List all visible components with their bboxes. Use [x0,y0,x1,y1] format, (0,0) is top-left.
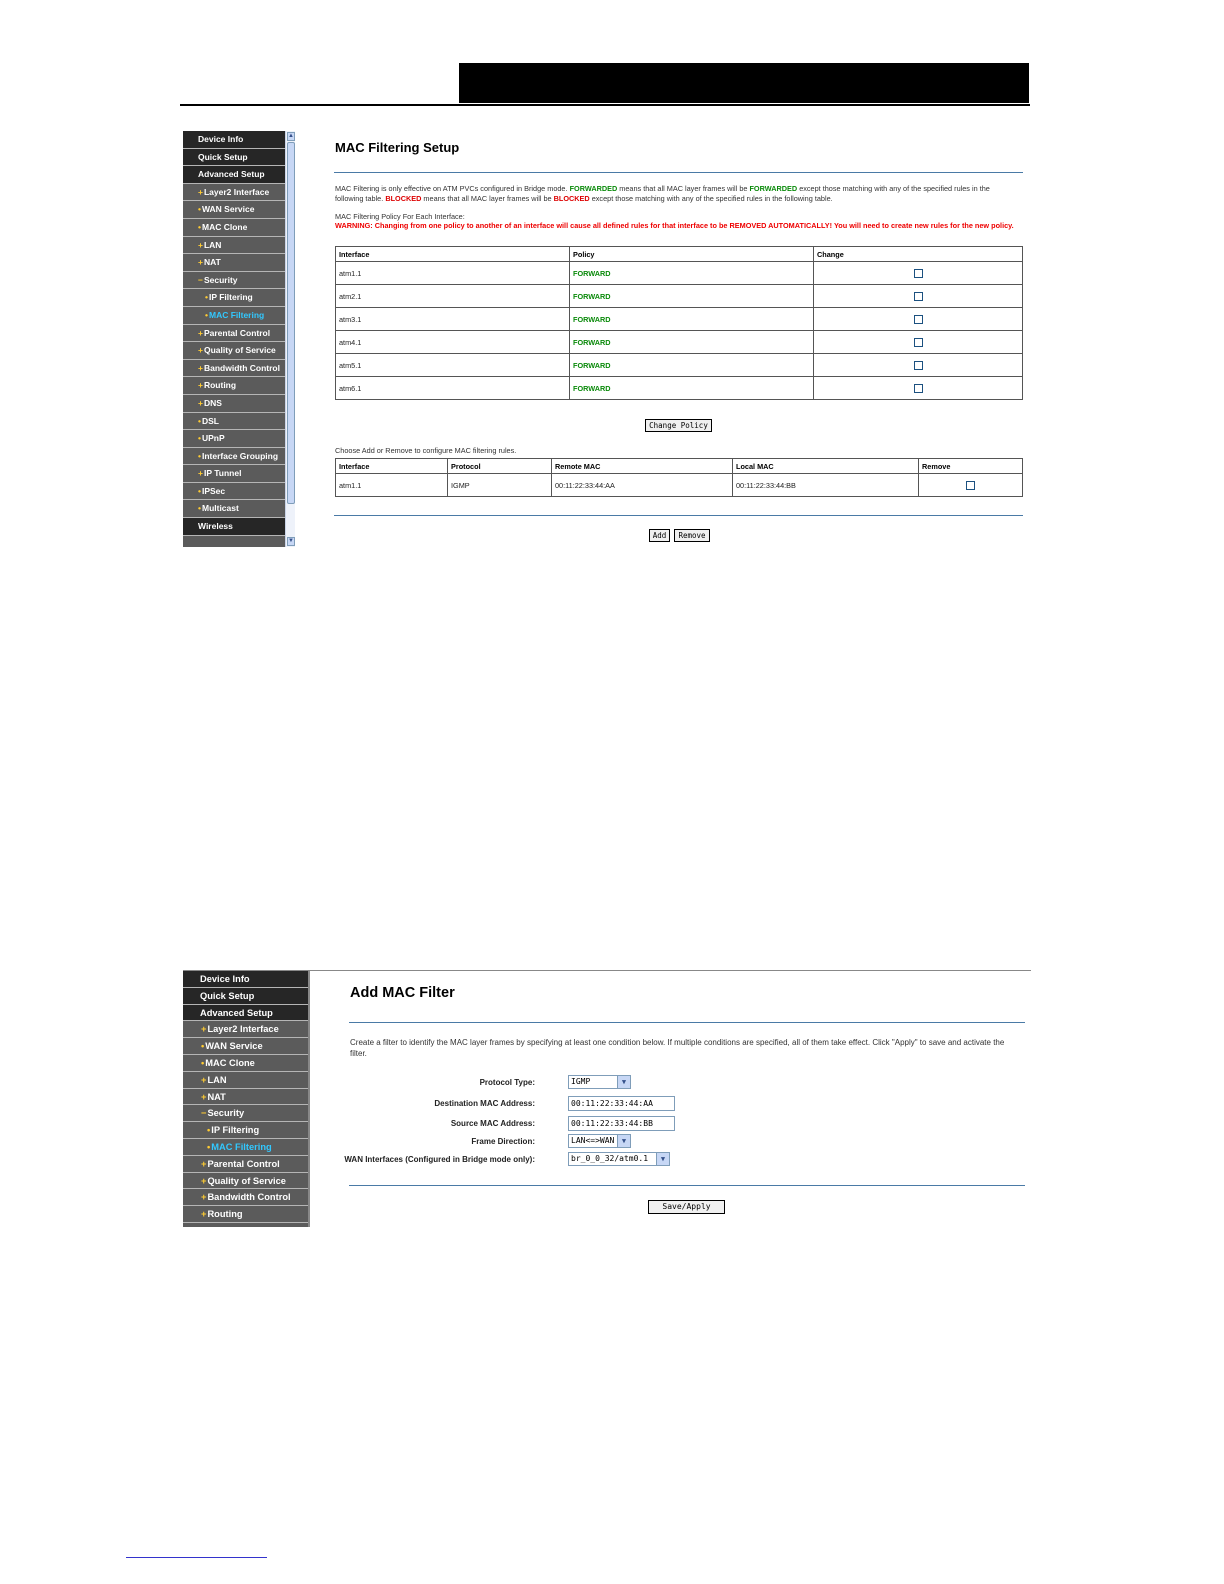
sidebar-item-label: Bandwidth Control [203,362,280,373]
bullet-icon: • [198,485,201,496]
sidebar-item-label: Wireless [198,521,233,532]
sidebar-item-label: Quick Setup [198,151,248,162]
sidebar-item-label: Interface Grouping [201,450,279,461]
description-part: MAC Filtering is only effective on ATM PVCs configured in Bridge mode. [335,184,570,193]
interface-cell: atm1.1 [336,474,448,497]
sidebar-item-label: Security [207,1108,245,1119]
sidebar-item-label: MAC Filtering [211,1141,272,1152]
sidebar-item-ip-filtering[interactable] [183,289,285,307]
frame-direction-row [310,1134,1010,1150]
bullet-icon: • [198,204,201,215]
change-cell [814,308,1023,331]
sidebar-item-label: Device Info [198,134,244,144]
sidebar-item-label: Device Info [200,974,250,984]
sidebar-item-parental-control[interactable] [183,1156,308,1173]
sidebar-item-label: Layer2 Interface [207,1024,279,1035]
sidebar-item-dsl[interactable] [183,413,285,431]
policy-cell: FORWARD [570,285,814,308]
sidebar-item-bandwidth-control[interactable] [183,360,285,378]
sidebar-item-ip-filtering[interactable] [183,1122,308,1139]
sidebar-item-mac-filtering[interactable] [183,1139,308,1156]
sidebar-item-security[interactable] [183,272,285,290]
main-content [295,131,1029,547]
sidebar-item-mac-clone[interactable] [183,1055,308,1072]
wan-interfaces-row [310,1152,1010,1168]
wan-interfaces-select[interactable] [568,1152,670,1166]
sidebar-item-label: DSL [201,415,219,426]
save-apply-button[interactable]: Save/Apply [648,1200,725,1214]
table-row [336,377,1023,400]
plus-icon: + [201,1158,207,1169]
page-title: MAC Filtering Setup [335,140,460,155]
bullet-icon: • [198,433,201,444]
description-part: except those matching with any of the specified rules in the following table. [589,194,833,203]
sidebar-menu [183,131,285,547]
sidebar-item-multicast[interactable] [183,500,285,518]
sidebar-item-mac-clone[interactable] [183,219,285,237]
sidebar-item-label: MAC Clone [205,1057,255,1068]
sidebar-item-routing[interactable] [183,377,285,395]
change-cell [814,285,1023,308]
sidebar-item-device-info[interactable] [183,971,308,988]
document-header-bar [459,63,1029,103]
description-text [335,184,1010,204]
plus-icon: + [201,1091,207,1102]
plus-icon: + [201,1175,207,1186]
sidebar-item-layer2-interface[interactable] [183,184,285,202]
table-row [336,308,1023,331]
change-checkbox[interactable] [914,292,923,301]
bullet-icon: • [205,309,208,320]
column-header: Change [814,247,1023,262]
sidebar-item-wireless[interactable] [183,518,285,536]
plus-icon: + [201,1024,207,1035]
table-row [336,354,1023,377]
plus-icon: + [198,380,203,391]
main-content [310,971,1031,1227]
policy-table [335,246,1023,400]
mac-rules-table [335,458,1023,497]
sidebar-item-label: Layer2 Interface [203,186,270,197]
plus-icon: + [201,1209,207,1220]
bullet-icon: • [201,1057,205,1068]
interface-cell: atm6.1 [336,377,570,400]
table-header-row [336,247,1023,262]
remove-button[interactable]: Remove [674,529,710,542]
sidebar-item-wan-service[interactable] [183,1038,308,1055]
chevron-down-icon[interactable]: ▼ [656,1153,669,1165]
change-checkbox[interactable] [914,361,923,370]
interface-cell: atm3.1 [336,308,570,331]
destination-mac-row [310,1096,1010,1112]
plus-icon: + [198,239,203,250]
plus-icon: + [198,397,203,408]
protocol-type-label: Protocol Type: [479,1078,535,1087]
sidebar-item-label: Parental Control [203,327,271,338]
sidebar-item-label: Routing [207,1209,243,1220]
destination-mac-input[interactable]: 00:11:22:33:44:AA [568,1096,675,1111]
sidebar-item-label: IP Tunnel [203,468,242,479]
sidebar-item-label: NAT [207,1091,226,1102]
change-cell [814,354,1023,377]
bullet-icon: • [201,1041,205,1052]
plus-icon: + [198,362,203,373]
forwarded-keyword: FORWARDED [749,184,798,193]
warning-text: WARNING: Changing from one policy to another of an interface will cause all defined rules for that interface to be REMOVED AUTOMATICALLY! You will need to create new rules for the new policy. [335,221,1014,230]
sidebar-item-label: Routing [203,380,237,391]
chevron-down-icon[interactable]: ▼ [617,1076,630,1088]
bullet-icon: • [198,221,201,232]
bullet-icon: • [198,503,201,514]
sidebar-item-label: NAT [203,257,221,268]
remove-cell [919,474,1023,497]
sidebar-item-quick-setup[interactable] [183,149,285,167]
frame-direction-select[interactable] [568,1134,631,1148]
sidebar-item-label: IP Filtering [211,1125,260,1136]
bullet-icon: • [207,1141,211,1152]
sidebar-item-nat[interactable] [183,254,285,272]
change-cell [814,331,1023,354]
change-cell [814,262,1023,285]
table-row [336,474,1023,497]
divider [349,1185,1025,1186]
selected-value: LAN<=>WAN [571,1136,615,1145]
sidebar-item-label: UPnP [201,433,225,444]
sidebar-item-quick-setup[interactable] [183,988,308,1005]
sidebar-item-routing[interactable] [183,1206,308,1223]
divider [334,515,1023,516]
sidebar-item-label: Advanced Setup [198,169,265,180]
interface-cell: atm5.1 [336,354,570,377]
frame-direction-label: Frame Direction: [471,1137,535,1146]
table-row [336,285,1023,308]
column-header: Protocol [448,459,552,474]
add-button[interactable]: Add [649,529,670,542]
plus-icon: + [198,468,203,479]
protocol-cell: IGMP [448,474,552,497]
sidebar-item-label: IPSec [201,485,226,496]
sidebar-item-nat[interactable] [183,1089,308,1106]
sidebar-item-advanced-setup[interactable] [183,1005,308,1022]
sidebar-item-upnp[interactable] [183,430,285,448]
minus-icon: − [201,1108,207,1119]
source-mac-row [310,1116,1010,1132]
plus-icon: + [198,327,203,338]
sidebar-item-lan[interactable] [183,1072,308,1089]
selected-value: br_0_0_32/atm0.1 [571,1154,649,1163]
minus-icon: − [198,274,203,285]
interface-cell: atm4.1 [336,331,570,354]
bullet-icon: • [205,292,208,303]
blocked-keyword: BLOCKED [385,194,422,203]
change-policy-button[interactable]: Change Policy [645,419,712,432]
plus-icon: + [198,186,203,197]
add-mac-filter-screenshot [183,970,1031,1227]
sidebar-item-quality-of-service[interactable] [183,342,285,360]
sidebar-item-label: Quality of Service [207,1175,286,1186]
chevron-down-icon[interactable]: ▼ [617,1135,630,1147]
wan-interfaces-label: WAN Interfaces (Configured in Bridge mode only): [344,1155,535,1164]
bullet-icon: • [198,415,201,426]
plus-icon: + [198,257,203,268]
sidebar-item-label: LAN [203,239,222,250]
sidebar-item-wan-service[interactable] [183,201,285,219]
sidebar-item-label: Security [203,274,238,285]
divider [349,1022,1025,1023]
description-part: except those matching with any of the specified rules in the following table. [335,184,990,203]
sidebar-item-label: Parental Control [207,1158,280,1169]
policy-cell: FORWARD [570,377,814,400]
sidebar-item-label: MAC Clone [201,221,248,232]
sidebar-item-lan[interactable] [183,237,285,255]
sidebar-item-device-info[interactable] [183,131,285,149]
mac-filtering-setup-screenshot [183,131,1029,547]
sidebar-item-ipsec[interactable] [183,483,285,501]
change-checkbox[interactable] [914,384,923,393]
sidebar-item-ip-tunnel[interactable] [183,465,285,483]
column-header: Policy [570,247,814,262]
protocol-type-row [310,1075,1010,1091]
source-mac-label: Source MAC Address: [450,1119,535,1128]
sidebar-item-label: MAC Filtering [208,309,265,320]
sidebar-item-label: Quick Setup [200,990,255,1001]
table-header-row [336,459,1023,474]
local-mac-cell: 00:11:22:33:44:BB [733,474,919,497]
change-checkbox[interactable] [914,315,923,324]
sidebar-item-mac-filtering[interactable] [183,307,285,325]
sidebar-item-interface-grouping[interactable] [183,448,285,466]
document-header-rule [180,104,1030,106]
policy-cell: FORWARD [570,331,814,354]
protocol-type-select[interactable] [568,1075,631,1089]
sidebar-item-security[interactable] [183,1105,308,1122]
description-text: Create a filter to identify the MAC layer frames by specifying at least one condition below. If multiple conditions are specified, all of them take effect. Click "Apply" to save and activate the filter. [350,1038,1005,1058]
sidebar-item-label: WAN Service [201,204,255,215]
plus-icon: + [201,1074,207,1085]
description-part: means that all MAC layer frames will be [617,184,750,193]
selected-value: IGMP [571,1077,591,1086]
column-header: Interface [336,247,570,262]
sidebar-item-label: Advanced Setup [200,1007,273,1018]
sidebar-item-bandwidth-control[interactable] [183,1189,308,1206]
bullet-icon: • [207,1125,211,1136]
sidebar-item-quality-of-service[interactable] [183,1173,308,1190]
column-header: Remote MAC [552,459,733,474]
table-row [336,331,1023,354]
change-checkbox[interactable] [914,338,923,347]
footer-rule [126,1557,267,1558]
scrollbar-thumb[interactable] [287,142,295,504]
sidebar-item-label: Bandwidth Control [207,1192,291,1203]
divider [334,172,1023,173]
change-cell [814,377,1023,400]
forwarded-keyword: FORWARDED [569,184,618,193]
plus-icon: + [198,345,203,356]
interface-cell: atm1.1 [336,262,570,285]
policy-cell: FORWARD [570,308,814,331]
remove-checkbox[interactable] [966,481,975,490]
instruction-text: Choose Add or Remove to configure MAC filtering rules. [335,446,517,455]
remote-mac-cell: 00:11:22:33:44:AA [552,474,733,497]
change-checkbox[interactable] [914,269,923,278]
interface-cell: atm2.1 [336,285,570,308]
policy-cell: FORWARD [570,354,814,377]
destination-mac-label: Destination MAC Address: [434,1099,535,1108]
sidebar-item-parental-control[interactable] [183,325,285,343]
sidebar-item-dns[interactable] [183,395,285,413]
scroll-up-icon[interactable]: ▲ [288,133,294,139]
policy-cell: FORWARD [570,262,814,285]
sidebar-item-label: IP Filtering [208,292,253,303]
table-row [336,262,1023,285]
page-title: Add MAC Filter [350,985,455,1001]
bullet-icon: • [198,450,201,461]
sidebar-item-label: DNS [203,397,222,408]
policy-label: MAC Filtering Policy For Each Interface: [335,212,465,221]
sidebar-item-advanced-setup[interactable] [183,166,285,184]
sidebar-item-label: WAN Service [205,1041,263,1052]
sidebar-item-label: Multicast [201,503,239,514]
sidebar-item-label: LAN [207,1074,227,1085]
sidebar-menu [183,971,310,1227]
sidebar-item-label: Quality of Service [203,345,276,356]
blocked-keyword: BLOCKED [553,194,590,203]
column-header: Interface [336,459,448,474]
source-mac-input[interactable]: 00:11:22:33:44:BB [568,1116,675,1131]
column-header: Local MAC [733,459,919,474]
column-header: Remove [919,459,1023,474]
plus-icon: + [201,1192,207,1203]
description-part: means that all MAC layer frames will be [421,194,554,203]
scroll-down-icon[interactable]: ▼ [288,538,294,544]
sidebar-item-layer2-interface[interactable] [183,1021,308,1038]
